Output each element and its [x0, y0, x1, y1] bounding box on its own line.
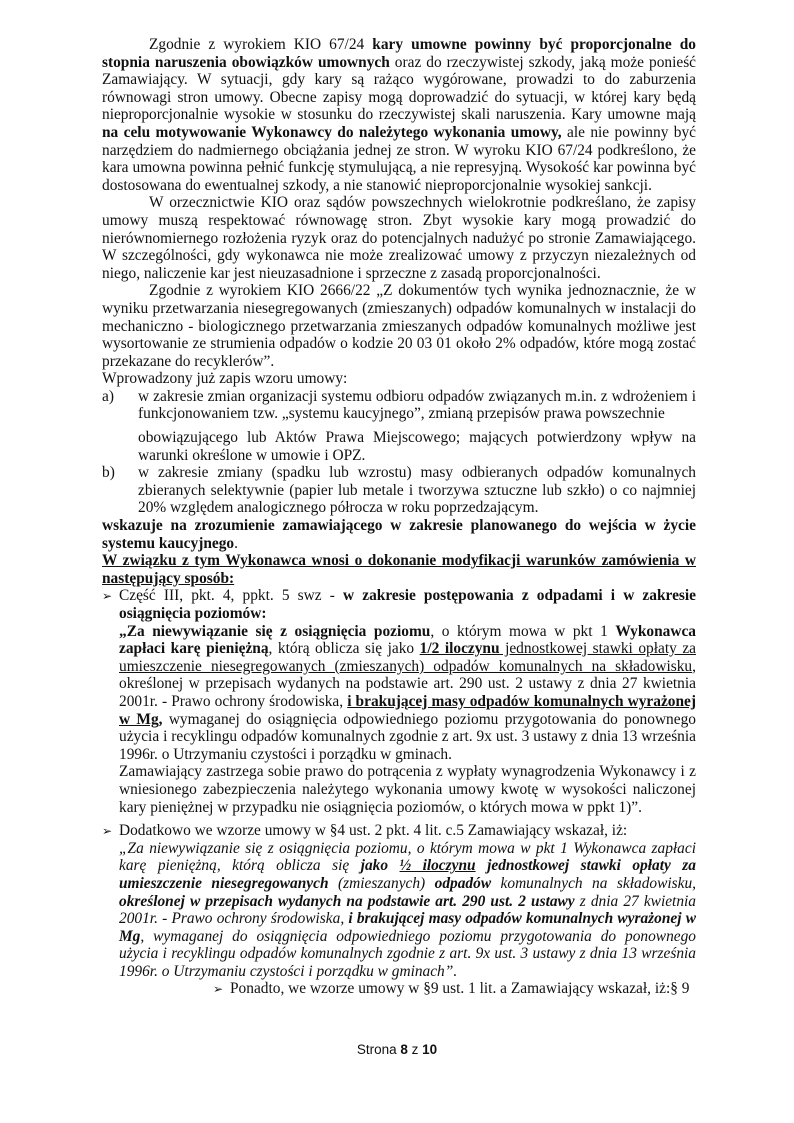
- bullet-heading: Dodatkowo we wzorze umowy w §4 ust. 2 pkt. 4 lit. c.5 Zamawiający wskazał, iż:: [119, 822, 628, 840]
- bold-italic-text: i brakującej masy odpadów komunalnych wyrażonej w Mg: [119, 910, 696, 945]
- text: Część III, pkt. 4, ppkt. 5 swz -: [119, 587, 343, 605]
- paragraph-deposit-system: [102, 517, 696, 552]
- underline-text: jednostkowej stawki opłaty za umieszczenie niesegregowanych (zmieszanych) odpadów komunalnych na składowisku: [119, 640, 696, 675]
- paragraph-kio-2666: Zgodnie z wyrokiem KIO 2666/22 „Z dokumentów tych wynika jednoznacznie, że w wyniku przetwarzania niesegregowanych (zmieszanych) odpadów komunalnych w instalacji do mechaniczno - biologicznego przetwarzania zmieszanych odpadów komunalnych możliwe jest wysortowanie ze strumienia odpadów o kodzie 20 03 01 około 2% odpadów, które mogą zostać przekazane do recyklerów”.: [102, 282, 696, 370]
- bold-italic-underline-text: ½ iloczynu: [399, 857, 476, 875]
- bullet-body: [119, 587, 696, 816]
- paragraph-modification-request: W związku z tym Wykonawca wnosi o dokonanie modyfikacji warunków zamówienia w następujący sposób:: [102, 552, 696, 587]
- list-item-body: [138, 464, 696, 517]
- bullet-item-contract-par4: [102, 822, 696, 980]
- text: wymaganej do osiągnięcia odpowiedniego poziomu przygotowania do ponownego użycia i recyklingu odpadów komunalnych zgodnie z art. 9x ust. 3 ustawy z dnia 13 września 1996r. o Utrzymaniu czystości i porządku w gminach.: [119, 710, 696, 763]
- bold-text: kary umowne powinny być proporcjonalne do stopnia naruszenia obowiązków umownych: [102, 36, 696, 71]
- arrow-bullet-icon: ➢: [102, 824, 113, 839]
- bullet-heading: [119, 587, 696, 622]
- bullet-item-swz: [102, 587, 696, 816]
- paragraph-existing-clause: Wprowadzony już zapis wzoru umowy:: [102, 370, 348, 388]
- italic-text: komunalnych na składowisku,: [491, 874, 696, 892]
- bullet-text: Ponadto, we wzorze umowy w §9 ust. 1 lit. a Zamawiający wskazał, iż:§ 9: [230, 980, 690, 998]
- bold-underline-text: 1/2 iloczynu: [419, 640, 500, 658]
- text: ale nie powinny być narzędziem do nadmiernego obciążania jednej ze stron. W wyroku KIO 67/24 podkreślono, że kara umowna powinna pełnić funkcję stymulującą, a nie represyjną. Wysokość kar powinna być dostosowana do ewentualnej szkody, a nie stanowić nieproporcjonalnie wysokiej sankcji.: [102, 123, 696, 194]
- text: Zgodnie z wyrokiem KIO 67/24: [149, 36, 373, 53]
- italic-text: (zmieszanych): [328, 874, 435, 892]
- bold-italic-text: jako: [360, 857, 400, 875]
- arrow-bullet-icon: ➢: [213, 982, 224, 997]
- bold-text: w zakresie postępowania z odpadami i w zakresie osiągnięcia poziomów:: [119, 587, 696, 622]
- current-page-number: 8: [400, 1042, 408, 1057]
- total-pages-number: 10: [422, 1042, 438, 1057]
- bold-text: „Za niewywiązanie się z osiągnięcia poziomu: [119, 622, 431, 640]
- bold-text: na celu motywowanie Wykonawcy do należytego wykonania umowy,: [102, 123, 562, 141]
- page-footer: [0, 1041, 794, 1059]
- list-marker: a): [102, 387, 114, 405]
- text: , określonej w przepisach wydanych na podstawie art. 290 ust. 2 ustawy z dnia 27 kwietnia 2001r. - Prawo ochrony środowiska,: [119, 657, 696, 710]
- paragraph-case-law: W orzecznictwie KIO oraz sądów powszechnych wielokrotnie podkreślano, że zapisy umowy muszą respektować równowagę stron. Zbyt wysokie kary mogą prowadzić do nierównomiernego rozłożenia ryzyk oraz do potencjalnych nadużyć po stronie Zamawiającego. W szczególności, gdy wykonawca nie może zrealizować umowy z przyczyn niezależnych od niego, naliczenie kar jest nieuzasadnione i sprzeczne z zasadą proporcjonalności.: [102, 194, 696, 282]
- text: oraz do rzeczywistej szkody, jaką może ponieść Zamawiający. W sytuacji, gdy kary są rażąco wygórowane, prowadzi to do zaburzenia równowagi stron umowy. Obecne zapisy mogą doprowadzić do sytuacji, w której kary będą nieproporcjonalnie wysokie w stosunku do rzeczywistej skali naruszenia. Kary umowne mają: [102, 53, 697, 124]
- list-item-text: obowiązującego lub Aktów Prawa Miejscowego; mających potwierdzony wpływ na warunki określone w umowie i OPZ.: [138, 429, 696, 464]
- text: , o którym mowa w pkt 1: [430, 622, 616, 640]
- page-separator: z: [407, 1042, 423, 1057]
- bullet-item-contract-par9: [102, 980, 696, 999]
- bullet-body: [119, 822, 696, 980]
- page-label: Strona: [356, 1042, 401, 1057]
- text: .: [234, 534, 238, 552]
- bold-italic-text: jednostkowej stawki opłaty za umieszczenie niesegregowanych: [119, 857, 696, 892]
- quoted-clause: [119, 840, 696, 981]
- proposed-clause: [119, 623, 696, 764]
- bold-italic-text: określonej w przepisach wydanych na podstawie art. 290 ust. 2 ustawy: [119, 892, 575, 910]
- list-item-text: w zakresie zmiany (spadku lub wzrostu) masy odbieranych odpadów komunalnych zbieranych selektywnie (papier lub metale i tworzywa sztuczne lub szkło) o co najmniej 20% względem analogicznego półrocza w roku poprzedzającym.: [138, 464, 696, 517]
- list-item-body: [138, 388, 696, 464]
- arrow-bullet-icon: ➢: [102, 589, 113, 604]
- paragraph-penalties-proportionality: [102, 36, 696, 194]
- bold-text: wskazuje na zrozumienie zamawiającego w zakresie planowanego do wejścia w życie systemu kaucyjnego: [102, 517, 696, 552]
- list-item-a: [102, 388, 696, 464]
- italic-text: „Za niewywiązanie się z osiągnięcia poziomu, o którym mowa w pkt 1 Wykonawca zapłaci karę pieniężną, którą oblicza się: [119, 839, 696, 875]
- bold-underline-text: i brakującej masy odpadów komunalnych wyrażonej w Mg,: [119, 692, 696, 728]
- proposed-clause-continued: Zamawiający zastrzega sobie prawo do potrącenia z wypłaty wynagrodzenia Wykonawcy i z wniesionego zabezpieczenia należytego wykonania umowy kwotę w wysokości naliczonej kary pieniężnej w przypadku nie osiągnięcia poziomów, o których mowa w ppkt 1)”.: [119, 763, 696, 816]
- text: , którą oblicza się jako: [268, 640, 420, 658]
- bold-italic-text: odpadów: [434, 874, 492, 892]
- italic-text: , wymaganej do osiągnięcia odpowiedniego poziomu przygotowania do ponownego użycia i recyklingu odpadów komunalnych zgodnie z art. 9x ust. 3 ustawy z dnia 13 września 1996r. o Utrzymaniu czystości i porządku w gminach”.: [119, 927, 696, 980]
- document-page: [102, 36, 696, 999]
- bold-text: Wykonawca zapłaci karę pieniężną: [119, 622, 696, 658]
- italic-text: z dnia 27 kwietnia 2001r. - Prawo ochrony środowiska,: [119, 892, 696, 928]
- list-marker: b): [102, 464, 115, 482]
- list-item-text: w zakresie zmian organizacji systemu odbioru odpadów związanych m.in. z wdrożeniem i funkcjonowaniem tzw. „systemu kaucyjnego”, zmianą przepisów prawa powszechnie: [138, 387, 696, 423]
- list-item-b: [102, 464, 696, 517]
